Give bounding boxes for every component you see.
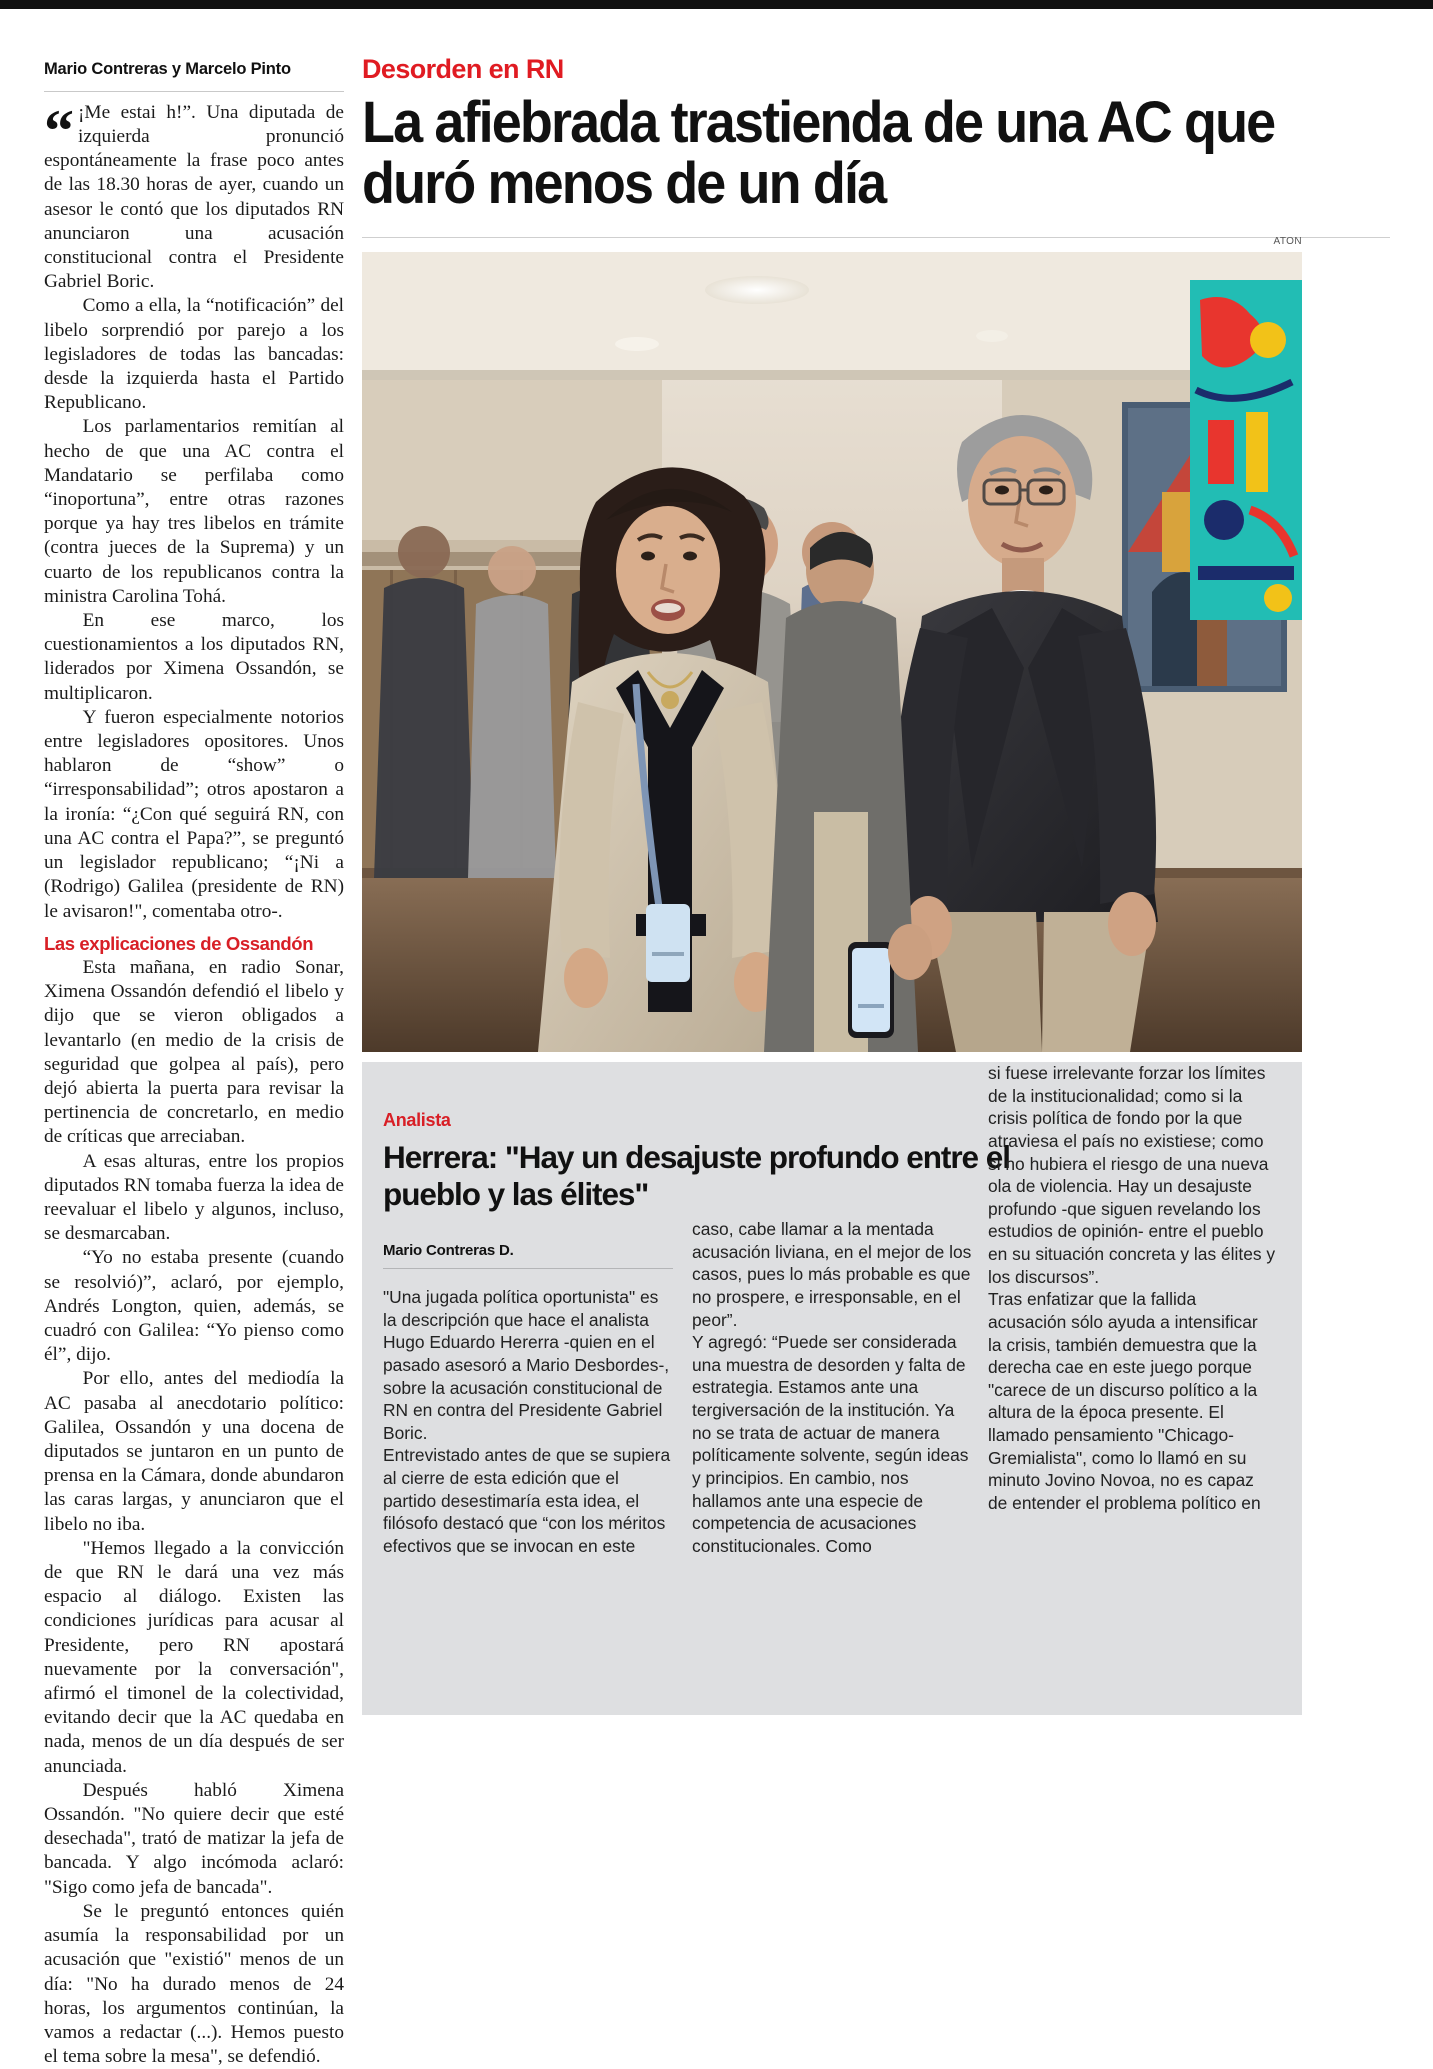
- paragraph: Esta mañana, en radio Sonar, Ximena Ossandón defendió el libelo y dijo que se vieron obligados a levantarlo (en medio de la crisis de seguridad que golpea al país), pero dejó abierta la puerta para revisar la pertinencia de concretarlo, en medio de críticas que arreciaban.: [44, 956, 344, 1148]
- analyst-headline: Herrera: "Hay un desajuste profundo entre el pueblo y las élites": [383, 1139, 1010, 1212]
- paragraph: A esas alturas, entre los propios diputados RN tomaba fuerza la idea de reevaluar el libelo y algunos, incluso, se desmarcaban.: [44, 1150, 344, 1245]
- main-article-body: [44, 97, 344, 924]
- left-column: [44, 60, 344, 2069]
- analyst-column-2: [692, 1218, 973, 1557]
- article-kicker: Desorden en RN: [362, 54, 564, 84]
- paragraph: [44, 97, 344, 295]
- analyst-panel: [362, 1062, 1302, 1715]
- photo-image: [362, 252, 1302, 1052]
- analyst-panel-inner: [374, 1062, 1290, 1715]
- paragraph: Se le preguntó entonces quién asumía la responsabilidad por un acusación que "existió" menos de un día: "No ha durado menos de 24 horas, los argumentos continúan, la vamos a redactar (...). Hemos puesto el tema sobre la mesa", se defendió.: [44, 1900, 344, 2068]
- headline-block: [362, 56, 1390, 238]
- top-black-rule: [0, 0, 1433, 9]
- byline-divider: [44, 91, 344, 92]
- paragraph: "Hemos llegado a la convicción de que RN le dará una vez más espacio al diálogo. Existen las condiciones jurídicas para acusar al Presidente, pero RN apostará nuevamente por la conversación", afirmó el timonel de la colectividad, evitando decir que la AC quedaba en nada, menos de un día después de ser anunciada.: [44, 1537, 344, 1777]
- analyst-byline-divider: [383, 1268, 673, 1269]
- paragraph: Como a ella, la “notificación” del libelo sorprendió por parejo a los legisladores de todas las bancadas: desde la izquierda hasta el Partido Republicano.: [44, 295, 344, 414]
- paragraph: Entrevistado antes de que se supiera al cierre de esta edición que el partido desestimaría esta idea, el filósofo destacó que “con los méritos efectivos que se invocan en este: [383, 1445, 671, 1556]
- lead-photo: [362, 252, 1302, 1052]
- quote-mark-icon: “: [44, 97, 71, 164]
- paragraph: En ese marco, los cuestionamientos a los diputados RN, liderados por Ximena Ossandón, se multiplicaron.: [44, 610, 344, 704]
- paragraph: caso, cabe llamar a la mentada acusación liviana, en el mejor de los casos, pues lo más probable es que no prospere, e irresponsable, en el peor”.: [692, 1219, 972, 1330]
- analyst-column-1: [383, 1286, 674, 1558]
- photo-credit: ATON: [1273, 236, 1302, 247]
- analyst-byline: Mario Contreras D.: [383, 1242, 514, 1259]
- section-subheading: Las explicaciones de Ossandón: [44, 932, 314, 954]
- paragraph: Y fueron especialmente notorios entre legisladores opositores. Unos hablaron de “show” o “irresponsabilidad”; otros apostaron a la ironía: “¿Con qué seguirá RN, con una AC contra el Papa?”, se preguntó un legislador republicano; “¡Ni a (Rodrigo) Galilea (presidente de RN) le avisaron!", comentaba otro-.: [44, 706, 344, 922]
- analyst-column-3: [988, 1062, 1276, 1515]
- paragraph-text: ¡Me estai h!”. Una diputada de izquierda pronunció espontáneamente la frase poco antes de las 18.30 horas de ayer, cuando un asesor le contó que los diputados RN anunciaron una acusación constitucional contra el Presidente Gabriel Boric.: [44, 101, 344, 293]
- paragraph: Después habló Ximena Ossandón. "No quiere decir que esté desechada", trató de matizar la jefa de bancada. Y algo incómoda aclaró: "Sigo como jefa de bancada".: [44, 1779, 344, 1898]
- paragraph: si fuese irrelevante forzar los límites de la institucionalidad; como si la crisis política de fondo por la que atraviesa el país no existiese; como si no hubiera el riesgo de una nueva ola de violencia. Hay un desajuste profundo -que siguen revelando los estudios de opinión- entre el pueblo en su situación concreta y las élites y los discursos”.: [988, 1063, 1276, 1287]
- paragraph: “Yo no estaba presente (cuando se resolvió)”, aclaró, por ejemplo, Andrés Longton, quien, además, se cuadró con Galilea: “Yo pienso como él”, dijo.: [44, 1247, 344, 1366]
- paragraph: Los parlamentarios remitían al hecho de que una AC contra el Mandatario se perfilaba como “inoportuna”, entre otras razones porque ya hay tres libelos en trámite (contra jueces de la Suprema) y un cuarto de los republicanos contra la ministra Carolina Tohá.: [44, 416, 344, 607]
- main-article-body-continued: [44, 956, 344, 2069]
- paragraph: Tras enfatizar que la fallida acusación sólo ayuda a intensificar la crisis, también demuestra que la derecha cae en este juego porque "carece de un discurso político a la altura de la época presente. El llamado pensamiento "Chicago-Gremialista", como lo llamó en su minuto Jovino Novoa, no es capaz de entender el problema político en: [988, 1289, 1261, 1513]
- paragraph: Y agregó: “Puede ser considerada una muestra de desorden y falta de estrategia. Estamos ante una tergiversación de la institución. Ya no se trata de actuar de manera políticamente solvente, según ideas y principios. En cambio, nos hallamos ante una especie de competencia de acusaciones constitucionales. Como: [692, 1332, 969, 1556]
- main-byline: Mario Contreras y Marcelo Pinto: [44, 60, 291, 78]
- page-title: La afiebrada trastienda de una AC que duró menos de un día: [362, 90, 1275, 217]
- paragraph: Por ello, antes del mediodía la AC pasaba al anecdotario político: Galilea, Ossandón y una docena de diputados se juntaron en un punto de prensa en la Cámara, donde abundaron las caras largas, y anunciaron que el libelo no iba.: [44, 1368, 344, 1535]
- analyst-kicker: Analista: [383, 1110, 451, 1130]
- paragraph: "Una jugada política oportunista" es la descripción que hace el analista Hugo Eduardo Hererra -quien en el pasado asesoró a Mario Desbordes-, sobre la acusación constitucional de RN en contra del Presidente Gabriel Boric.: [383, 1287, 670, 1443]
